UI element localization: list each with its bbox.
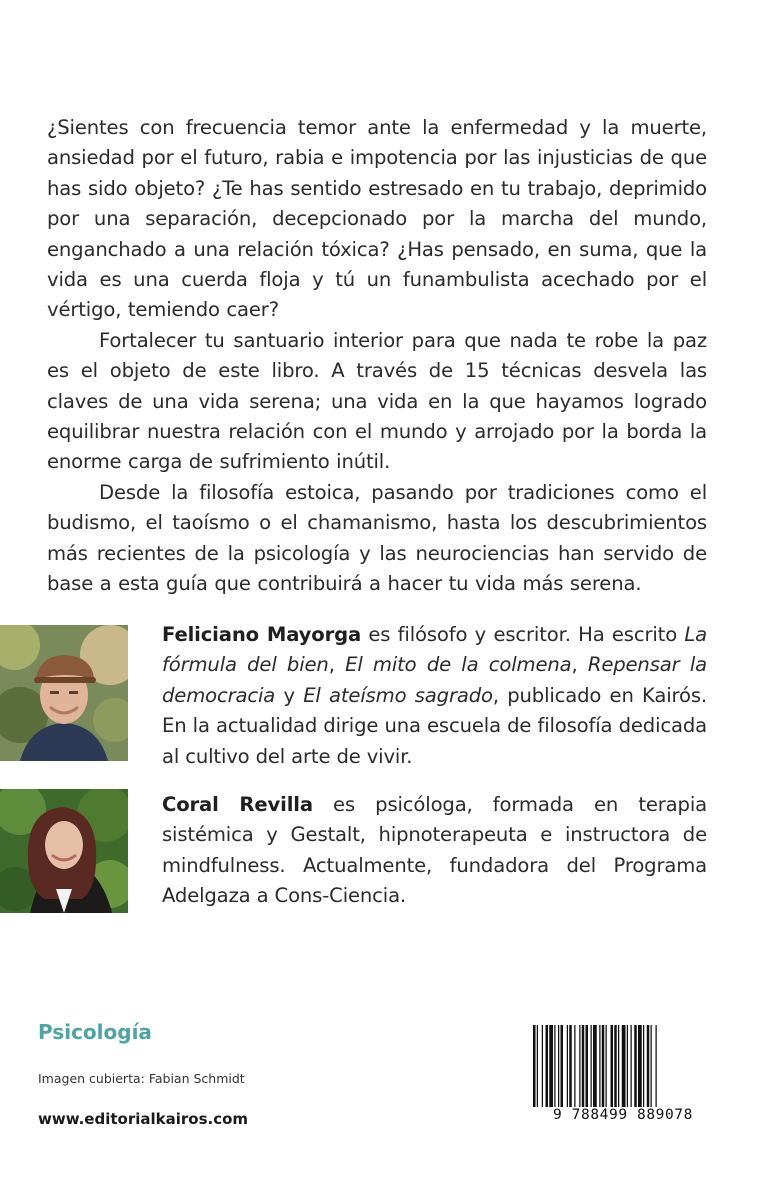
barcode-bar [569,1025,572,1107]
blurb-paragraph-3: Desde la filosofía estoica, pasando por tradiciones como el budismo, el taoísmo o el chamanismo, hasta los descubrimientos más recientes de la psicología y las neurociencias han servido de base a esta guía que contribuirá a hacer tu vida más serena. [47,480,707,596]
barcode-bar [656,1025,657,1107]
barcode-bar [643,1025,644,1107]
author-photo-feliciano [0,625,128,761]
barcode-bar [614,1025,617,1107]
barcode-bar [638,1025,642,1107]
barcode-bar [622,1025,626,1107]
barcode-bar [558,1025,559,1107]
book-title: El mito de la colmena [345,653,572,677]
blurb-paragraph-2: Fortalecer tu santuario interior para que nada te robe la paz es el objeto de este libro. A través de 15 técnicas desvela las claves de una vida serena; una vida en la que hayamos logrado equilibrar nuestra relación con el mundo y arrojado por la borda la enorme carga de sufrimiento inútil. [47,328,707,474]
author-name: Feliciano Mayorga [162,623,362,646]
category-label: Psicología [38,1020,152,1044]
bio-text: , [571,653,588,677]
book-title: El ateísmo sagrado [303,683,493,707]
barcode-bar [627,1025,628,1107]
barcode-bar [586,1025,589,1107]
barcode-bar [546,1025,549,1107]
bio-text: es filósofo y escritor. Ha escrito [361,623,685,646]
author-name: Coral Revilla [162,793,313,816]
barcode-bar [634,1025,637,1107]
barcode-bar [549,1025,553,1107]
back-cover-blurb [47,113,707,600]
barcode-bar [618,1025,619,1107]
barcode-bar [611,1025,614,1107]
barcode-bar [606,1025,607,1107]
author-bio-coral [162,790,707,912]
barcode-bar [651,1025,652,1107]
barcode-bar [602,1025,605,1107]
bio-text: y [275,683,304,707]
barcode-bar [537,1025,538,1107]
isbn-number: 9 788499 889078 [531,1107,715,1123]
barcode-bar [542,1025,543,1107]
barcode-bar [647,1025,650,1107]
author-photo-coral [0,789,128,913]
barcode-bar [593,1025,597,1107]
bio-text: , [328,653,346,677]
barcode-bar [579,1025,580,1107]
author-bio-feliciano [162,620,707,772]
barcode-bar [631,1025,632,1107]
barcode-bar [599,1025,600,1107]
publisher-website: www.editorialkairos.com [38,1110,249,1128]
barcode-bar [582,1025,585,1107]
blurb-paragraph-1: ¿Sientes con frecuencia temor ante la enfermedad y la muerte, ansiedad por el futuro, rabia e impotencia por las injusticias de que has sido objeto? ¿Te has sentido estresado en tu trabajo, deprimido por una separación, decepcionado por la marcha del mundo, enganchado a una relación tóxica? ¿Has pensado, en suma, que la vida es una cuerda floja y tú un funambulista acechado por el vértigo, temiendo caer? [47,116,707,322]
barcode-bar [591,1025,592,1107]
bio-text: es psicóloga, formada en terapia sistémica y Gestalt, hipnoterapeuta e instructora de mindfulness. Actualmente, fundadora del Programa Adelgaza a Cons-Ciencia. [162,793,707,908]
book-title: Repensar la democracia [162,653,707,707]
barcode-bar [554,1025,555,1107]
book-title: La fórmula del bien [162,623,707,677]
barcode-bar [574,1025,575,1107]
bio-text: , publicado en Kairós. En la actualidad dirige una escuela de filosofía dedicada al cultivo del arte de vivir. [162,683,707,768]
barcode-bar [561,1025,564,1107]
image-credit: Imagen cubierta: Fabian Schmidt [38,1071,245,1086]
barcode-bar [533,1025,536,1107]
barcode-bar [567,1025,568,1107]
